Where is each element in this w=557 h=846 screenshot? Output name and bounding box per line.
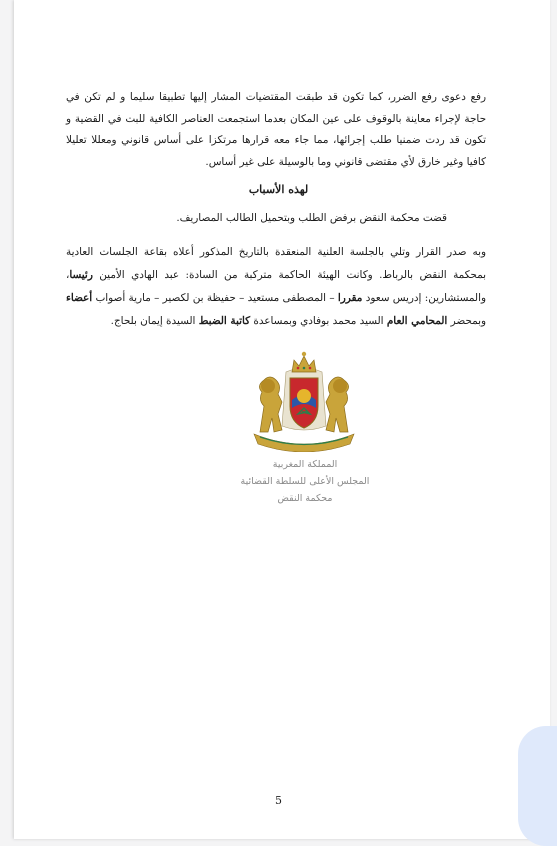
clerk-label: كاتبة الضبط [198, 315, 251, 327]
members-label: أعضاء [66, 292, 93, 304]
ruling-paragraph: قضت محكمة النقض برفض الطلب وبتحميل الطالب المصاريف. [176, 212, 447, 224]
moroccan-coat-of-arms-icon [246, 342, 362, 452]
president-label: رئيسا [69, 269, 93, 281]
closing-text-6: السيدة إيمان بلحاج. [110, 315, 199, 327]
kingdom-name: المملكة المغربية [272, 459, 338, 470]
page-number: 5 [275, 794, 282, 807]
closing-text-4: وبمحضر [447, 315, 486, 327]
section-heading: لهذه الأسباب [248, 183, 309, 196]
closing-paragraph [66, 241, 486, 333]
closing-text-5: السيد محمد بوفادي وبمساعدة [250, 315, 387, 327]
judgment-reasoning-paragraph: رفع دعوى رفع الضرر، كما تكون قد طبقت المقتضيات المشار إليها تطبيقا سليما و لم تكن في حاجة لإجراء معاينة بالوقوف على عين المكان بعدما استجمعت العناصر الكافية للبت في القضية و تكون قد ردت ضمنيا طلب إجرائها، مما جاء معه قرارها مرتكزا على أساس قانوني ومعللا تعليلا كافيا وغير خارق لأي مقتضى قانوني وما بالوسيلة على غير أساس. [66, 91, 486, 168]
closing-text-3: – المصطفى مستعيد – حفيظة بن لكصير – مارية أصواب [92, 292, 338, 304]
court-name: محكمة النقض [277, 493, 333, 504]
judicial-council-name: المجلس الأعلى للسلطة القضائية [240, 476, 370, 487]
closing-text-2: ، والمستشارين: إدريس سعود [66, 269, 486, 304]
viewer-corner-tab[interactable] [518, 726, 557, 846]
closing-text-1: وبه صدر القرار وتلي بالجلسة العلنية المنعقدة بالتاريخ المذكور أعلاه بقاعة الجلسات العادية بمحكمة النقض بالرباط. وكانت الهيئة الحاكمة متركبة من السادة: عبد الهادي الأمين [66, 246, 486, 281]
rapporteur-label: مقررا [337, 292, 363, 304]
attorney-general-label: المحامي العام [386, 315, 448, 327]
